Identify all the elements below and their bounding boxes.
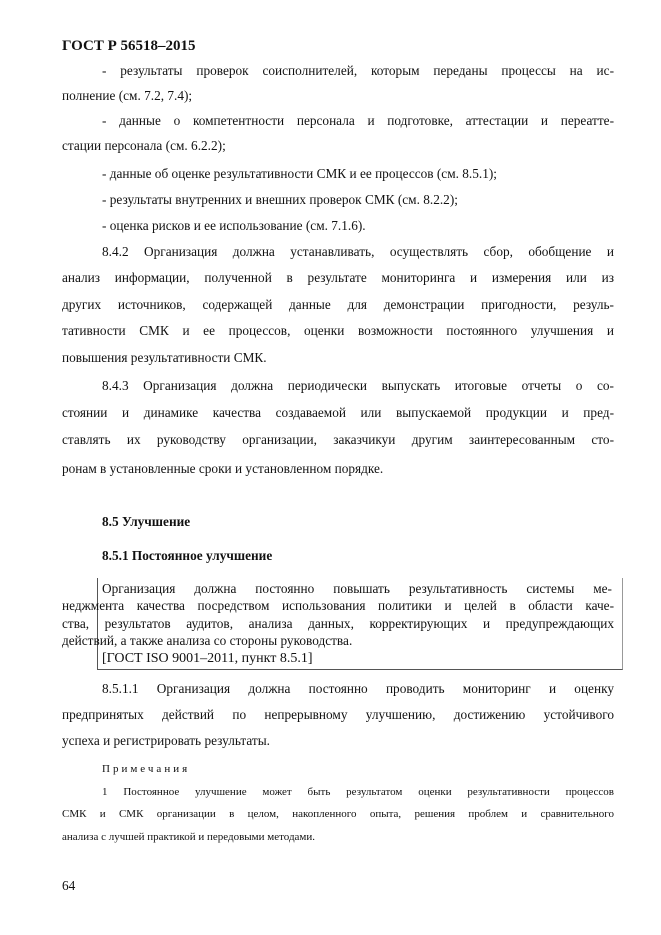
note-line: анализа с лучшей практикой и передовыми методами.: [62, 831, 316, 843]
paragraph-line: других источников, содержащей данные для демонстрации пригодности, резуль-: [62, 297, 614, 312]
paragraph-line: анализ информации, полученной в результате мониторинга и измерения или из: [62, 270, 614, 285]
bullet-line: - оценка рисков и ее использование (см. 7.1.6).: [102, 218, 366, 233]
paragraph-line: ронам в установленные сроки и установленном порядке.: [62, 461, 384, 476]
bullet-line: стации персонала (см. 6.2.2);: [62, 138, 226, 153]
paragraph-line: 8.4.3 Организация должна периодически выпускать итоговые отчеты о со-: [102, 378, 614, 393]
quote-line: неджмента качества посредством использования политики и целей в области каче-: [62, 598, 614, 613]
notes-label: Примечания: [102, 763, 191, 775]
quote-line: Организация должна постоянно повышать результативность системы ме-: [102, 581, 612, 596]
quote-line: действий, а также анализа со стороны руководства.: [62, 633, 353, 648]
note-line: 1 Постоянное улучшение может быть результатом оценки результативности процессов: [102, 786, 614, 798]
paragraph-line: стоянии и динамике качества создаваемой или выпускаемой продукции и пред-: [62, 405, 614, 420]
paragraph-line: ставлять их руководству организации, заказчикуи другим заинтересованным сто-: [62, 432, 614, 447]
bullet-line: - данные об оценке результативности СМК и ее процессов (см. 8.5.1);: [102, 166, 497, 181]
paragraph-line: успеха и регистрировать результаты.: [62, 733, 270, 748]
paragraph-line: предпринятых действий по непрерывному улучшению, достижению устойчивого: [62, 707, 614, 722]
quote-citation: [ГОСТ ISO 9001–2011, пункт 8.5.1]: [102, 651, 313, 666]
note-line: СМК и СМК организации в целом, накопленного опыта, решения проблем и сравнительного: [62, 808, 614, 820]
paragraph-line: повышения результативности СМК.: [62, 350, 267, 365]
bullet-line: - результаты внутренних и внешних проверок СМК (см. 8.2.2);: [102, 192, 458, 207]
quote-line: ства, результатов аудитов, анализа данных, корректирующих и предупреждающих: [62, 616, 614, 631]
subsection-heading: 8.5.1 Постоянное улучшение: [102, 548, 273, 563]
section-heading: 8.5 Улучшение: [102, 514, 191, 529]
paragraph-line: 8.5.1.1 Организация должна постоянно проводить мониторинг и оценку: [102, 681, 614, 696]
paragraph-line: тативности СМК и ее процессов, оценки возможности постоянного улучшения и: [62, 323, 614, 338]
document-header: ГОСТ Р 56518–2015: [62, 38, 196, 54]
page-number: 64: [62, 878, 76, 893]
bullet-line: - данные о компетентности персонала и подготовке, аттестации и переатте-: [102, 113, 614, 128]
paragraph-line: 8.4.2 Организация должна устанавливать, осуществлять сбор, обобщение и: [102, 244, 614, 259]
bullet-line: - результаты проверок соисполнителей, которым переданы процессы на ис-: [102, 63, 614, 78]
bullet-line: полнение (см. 7.2, 7.4);: [62, 88, 193, 103]
